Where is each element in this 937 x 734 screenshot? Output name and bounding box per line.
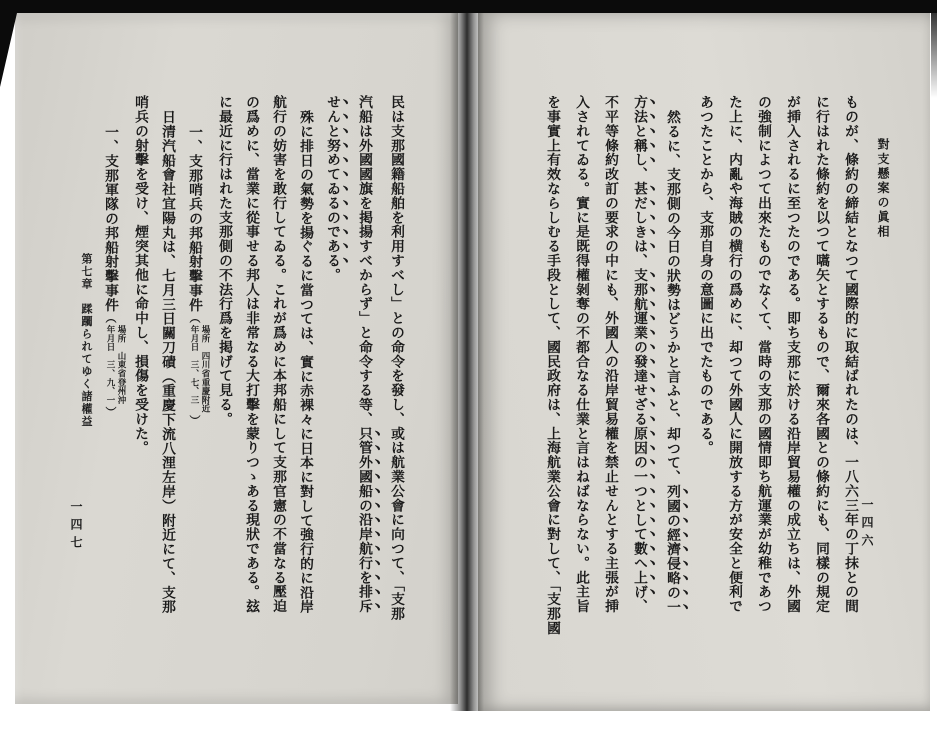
text-segment: 、 [631, 253, 647, 268]
text-segment: 哨兵の射擊を受け、煙突其他に命中し、損傷を受けた。 [132, 95, 148, 455]
annotation-close-paren: ） [104, 406, 117, 418]
text-column [537, 95, 566, 640]
annotation-line: 場所 山東省登州沖 [116, 325, 126, 405]
annotation-columns [104, 325, 126, 404]
left-page-number: 一四七 [69, 500, 83, 554]
emphasized-text: 支那航運業の發達せざる原因の一つとして數へ上げ [631, 267, 647, 600]
text-column [690, 95, 719, 640]
text-column [566, 95, 595, 640]
text-column [153, 95, 180, 640]
text-column [748, 95, 777, 640]
text-segment: 、 [631, 167, 647, 182]
annotation-line: 年月日 三、七、三 [189, 325, 199, 405]
text-segment: あつたことから、支那自身の意圖に出でたものである。 [697, 95, 713, 455]
text-column [210, 95, 237, 640]
text-column [806, 95, 835, 640]
left-page [15, 13, 458, 704]
emphasized-text: 甚だしきは [631, 181, 647, 254]
chapter-running-title: 第七章 蹂躙られてゆく諸權益 [80, 253, 93, 428]
text-column [624, 95, 657, 640]
text-column [835, 95, 864, 640]
text-segment: 一、支那哨兵の邦船射擊事件 [186, 125, 202, 313]
text-column [264, 95, 291, 640]
text-segment: 不平等條約改訂の要求の中にも、外國人の沿岸貿易權を禁止せんとする主張が挿 [602, 95, 618, 614]
inline-annotation [186, 312, 210, 427]
emphasized-text: 方法と稱し [631, 95, 647, 167]
text-column [719, 95, 748, 640]
text-segment: に行はれた條約を以つて嚆矢とするもので、爾來各國との條約にも、同樣の規定 [813, 95, 829, 614]
right-page [478, 13, 930, 711]
text-segment: 。 [324, 267, 340, 283]
inline-annotation [102, 312, 126, 418]
text-column [237, 95, 264, 640]
text-segment: の強制によつて出來たものでなくて、當時の支那の國情即ち航運業が幼稚であつ [755, 95, 771, 614]
text-segment: た上に、内亂や海賊の横行の爲めに、却つて外國人に開放する方が安全と便利で [726, 95, 742, 614]
text-column [382, 95, 409, 640]
right-page-text-block [537, 95, 864, 640]
text-segment: を事實上有效ならしむる手段として、國民政府は、上海航業公會に對して、「支那國 [544, 95, 560, 636]
text-segment: 民は支那國籍船舶を利用すべし」との命令を發し、或は航業公會に向つて、「支那 [388, 95, 404, 621]
book-gutter-shadow [450, 13, 484, 711]
text-segment: が挿入されるに至つたのである。即ち支那に於ける沿岸貿易權の成立ちは、外國 [784, 95, 800, 614]
text-segment: 日清汽船會社宜陽丸は、七月三日關刀磧（重慶下流八浬左岸）附近にて、支那 [159, 110, 175, 614]
annotation-open-paren: （ [104, 312, 117, 324]
scan-right-edge-shadow [931, 13, 937, 98]
right-page-number: 一四六 [860, 498, 874, 552]
annotation-close-paren: ） [188, 415, 201, 427]
annotation-line: 場所 四川省重慶附近 [200, 325, 210, 414]
text-segment: 入されてゐる。實に是既得權剝奪の不都合なる仕業と言はねばならない。此主旨 [573, 95, 589, 614]
annotation-columns [188, 325, 210, 413]
annotation-line: 年月日 三、九、一 [105, 325, 115, 405]
text-column [350, 95, 382, 640]
emphasized-text: 列國の經濟侵略の一 [664, 484, 680, 615]
text-column [180, 95, 210, 640]
text-column [318, 95, 350, 640]
text-segment: 、 [631, 599, 647, 614]
scan-top-edge [0, 0, 937, 13]
text-segment: に最近に行はれた支那側の不法行爲を掲げて見る。 [216, 95, 232, 427]
running-head: 對支懸案の眞相 [876, 138, 890, 240]
text-column [126, 95, 153, 640]
text-segment: 然るに、支那側の今日の狀勢はどうかと言ふと、却つて、 [664, 110, 680, 485]
text-segment: ものが、條約の締結となつて國際的に取結ばれたのは、一八六三年の丁抹との間 [842, 95, 858, 614]
emphasized-text: せんと努めてゐるのである [324, 95, 340, 268]
text-column [96, 95, 126, 640]
text-column [657, 95, 690, 640]
annotation-open-paren: （ [188, 312, 201, 324]
left-page-text-block [96, 95, 409, 640]
text-segment: 汽船は外國國旗を掲揚すべからず」と命令する等、 [356, 95, 372, 427]
text-segment: の爲めに、當業に從事せる邦人は非常なる大打擊を蒙りつゝある現狀である。玆 [243, 95, 259, 614]
emphasized-text: 只管外國船の沿岸航行を排斥 [356, 426, 372, 614]
text-column [595, 95, 624, 640]
text-column [291, 95, 318, 640]
text-segment: 航行の妨害を敢行してゐる。これが爲めに本邦船にして支那官憲の不當なる壓迫 [270, 95, 286, 614]
text-segment: 一、支那軍隊の邦船射擊事件 [102, 125, 118, 313]
text-column [777, 95, 806, 640]
text-segment: 殊に排日の氣勢を揚ぐるに當つては、實に赤裸々に日本に對して強行的に沿岸 [297, 110, 313, 614]
